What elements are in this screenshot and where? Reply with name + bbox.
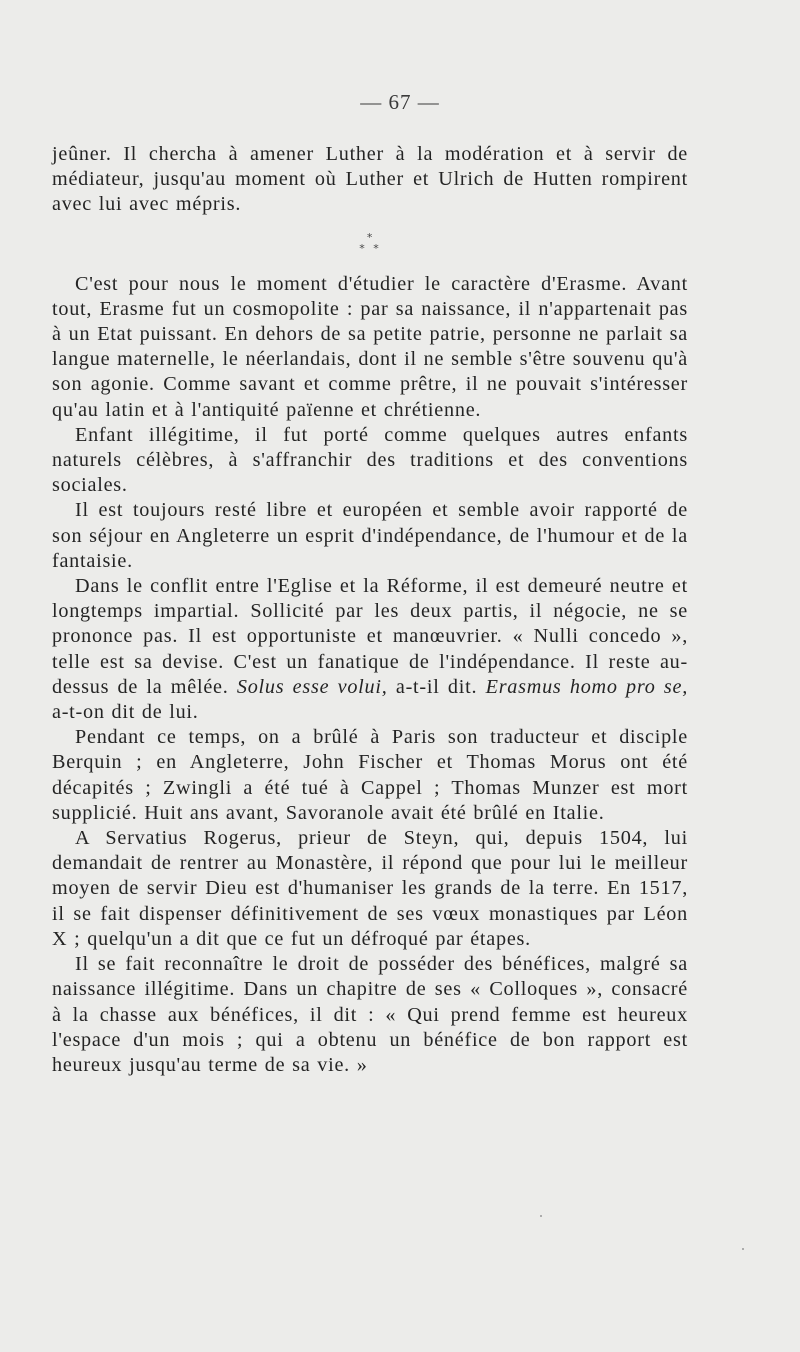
section-separator-asterism	[52, 232, 688, 254]
paragraph: Enfant illégitime, il fut porté comme quelques autres enfants naturels célèbres, à s'affranchir des traditions et des conventions sociales.	[52, 423, 688, 497]
paper-speck	[742, 1248, 744, 1250]
latin-quote: Erasmus homo pro se,	[485, 675, 689, 698]
paragraph-with-latin-quotes	[52, 574, 688, 725]
text-run: Dans le conflit entre l'Eglise et la Réforme, il est demeuré neutre et longtemps impartial. Sollicité par les deux partis, il négocie, ne se prononce pas. Il est opportuniste et manœuvrier. « Nulli concedo », telle est sa devise. C'est un fanatique de l'indépendance. Il reste au-dessus de la mêlée.	[52, 575, 688, 698]
paragraph: C'est pour nous le moment d'étudier le caractère d'Erasme. Avant tout, Erasme fut un cosmopolite : par sa naissance, il n'appartenait pas à un Etat puissant. En dehors de sa petite patrie, personne ne parlait sa langue maternelle, le néerlandais, dont il ne semble s'être souvenu qu'à son agonie. Comme savant et comme prêtre, il ne pouvait s'intéresser qu'au latin et à l'antiquité païenne et chrétienne.	[52, 272, 688, 421]
text-run: a-t-il dit.	[387, 675, 486, 698]
paragraph: Il se fait reconnaître le droit de posséder des bénéfices, malgré sa naissance illégitime. Dans un chapitre de ses « Colloques », consacré à la chasse aux bénéfices, il dit : « Qui prend femme est heureux l'espace d'un mois ; qui a obtenu un bénéfice de bon rapport est heureux jusqu'au terme de sa vie. »	[52, 953, 688, 1076]
latin-quote: Solus esse volui,	[236, 675, 388, 698]
body-text	[52, 142, 688, 1078]
asterism-bottom: * *	[359, 241, 381, 255]
paragraph-continuation: jeûner. Il chercha à amener Luther à la modération et à servir de médiateur, jusqu'au moment où Luther et Ulrich de Hutten rompirent avec lui avec mépris.	[52, 143, 688, 216]
page-number: — 67 —	[360, 90, 440, 114]
paragraph: A Servatius Rogerus, prieur de Steyn, qui, depuis 1504, lui demandait de rentrer au Monastère, il répond que pour lui le meilleur moyen de servir Dieu est d'humaniser les grands de la terre. En 1517, il se fait dispenser définitivement de ses vœux monastiques par Léon X ; quelqu'un a dit que ce fut un défroqué par étapes.	[52, 827, 688, 950]
text-run: a-t-on dit de lui.	[52, 701, 199, 724]
paragraph: Pendant ce temps, on a brûlé à Paris son traducteur et disciple Berquin ; en Angleterre, John Fischer et Thomas Morus ont été décapités ; Zwingli a été tué à Cappel ; Thomas Munzer est mort supplicié. Huit ans avant, Savoranole avait été brûlé en Italie.	[52, 726, 688, 824]
paragraph: Il est toujours resté libre et européen et semble avoir rapporté de son séjour en Angleterre un esprit d'indépendance, de l'humour et de la fantaisie.	[52, 499, 688, 572]
asterism-top: *	[366, 230, 374, 244]
paper-speck	[540, 1215, 542, 1217]
